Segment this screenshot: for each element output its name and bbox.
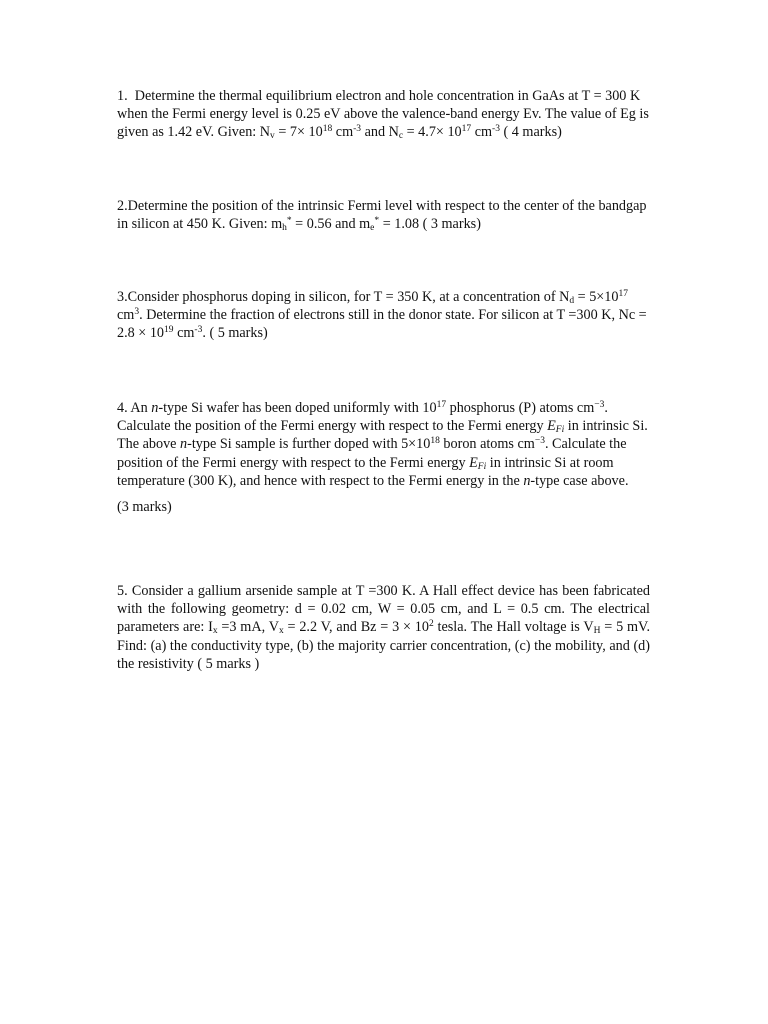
question-3 [117, 288, 650, 343]
superscript: 2 [428, 619, 434, 630]
question-number: 1. [117, 88, 128, 104]
italic-e: E [469, 454, 478, 471]
question-text: and N [361, 124, 399, 141]
superscript: 17 [618, 289, 628, 299]
question-marks: . ( 5 marks) [202, 325, 268, 342]
superscript: * [286, 216, 292, 227]
question-text: -type case above. [530, 472, 629, 489]
question-text: phosphorus (P) atoms cm [446, 400, 595, 416]
question-text: = 5×10 [574, 289, 619, 305]
subscript: h [282, 223, 287, 234]
question-text: in intrinsic Si at room temperature (300 K), and hence with respect to the Fermi energy in the [117, 454, 614, 489]
question-text: cm [332, 124, 354, 141]
question-text: = 4.7× 10 [403, 124, 462, 141]
question-number: 2. [117, 198, 128, 214]
question-marks: = 1.08 ( 3 marks) [379, 216, 481, 233]
question-text: = 7× 10 [274, 124, 323, 141]
subscript: v [270, 131, 275, 142]
superscript: 17 [436, 400, 447, 410]
subscript: e [370, 223, 375, 234]
superscript: −3 [594, 400, 605, 410]
question-text: =3 mA, V [217, 619, 279, 636]
superscript: 18 [322, 124, 333, 135]
superscript: 18 [430, 436, 440, 447]
subscript: Fi [477, 461, 487, 472]
question-marks: ( 4 marks) [499, 124, 562, 141]
question-text: . Determine the fraction of electrons still in the donor state. For silicon at T =300 K, Nc = 2.8 × 10 [117, 307, 647, 342]
question-text: Consider a gallium arsenide sample at T =300 K. A Hall effect device has been fabricated with the following geometry: d = 0.02 cm, W = 0.05 cm, and L = 0.5 cm. The electrical parameters are: I [117, 583, 650, 636]
subscript: c [398, 131, 404, 142]
subscript: Fi [555, 425, 565, 436]
superscript: * [374, 216, 380, 227]
question-text: Determine the position of the intrinsic Fermi level with respect to the center of the bandgap in silicon at 450 K. Given: m [117, 198, 647, 233]
question-text: -type Si wafer has been doped uniformly with 10 [158, 400, 437, 416]
superscript: 19 [164, 325, 174, 336]
question-text: boron atoms cm [439, 436, 535, 453]
question-text: . Calculate the position of the Fermi energy with respect to the Fermi energy [117, 436, 627, 471]
subscript: x [278, 626, 284, 637]
superscript: -3 [353, 124, 362, 135]
question-text: cm [471, 124, 493, 141]
question-text: Determine the thermal equilibrium electron and hole concentration in GaAs at T = 300 K when the Fermi energy level is 0.25 eV above the valence-band energy Ev. The value of Eg is given as 1.42 eV. Given: N [117, 88, 649, 141]
superscript: 17 [461, 124, 472, 135]
question-text: Consider phosphorus doping in silicon, for T = 350 K, at a concentration of N [127, 289, 570, 305]
superscript: -3 [492, 124, 500, 135]
italic-e: E [547, 418, 556, 435]
superscript: -3 [194, 325, 203, 336]
italic-n: n [180, 436, 188, 453]
question-number: 3. [117, 289, 128, 305]
subscript: d [569, 296, 575, 306]
question-1 [117, 87, 650, 142]
question-text: -type Si sample is further doped with 5×10 [187, 436, 431, 453]
question-text: = 5 mV. Find: (a) the conductivity type, (b) the majority carrier concentration, (c) the mobility, and (d) the resistivity ( 5 marks ) [117, 619, 650, 672]
question-2 [117, 197, 650, 233]
question-text: cm [117, 307, 135, 324]
question-text: An [127, 400, 152, 416]
question-5 [117, 582, 650, 673]
italic-n: n [151, 400, 159, 416]
question-number: 5. [117, 583, 128, 599]
question-text: = 2.2 V, and Bz = 3 × 10 [283, 619, 429, 636]
subscript: x [212, 626, 218, 637]
italic-n: n [523, 472, 531, 489]
subscript: H [593, 626, 601, 637]
question-text: tesla. The Hall voltage is V [433, 619, 594, 636]
question-text: in intrinsic Si. The above [117, 418, 648, 453]
question-number: 4. [117, 400, 128, 416]
question-4 [117, 399, 650, 490]
question-text: cm [173, 325, 195, 342]
superscript: −3 [534, 436, 545, 447]
question-text: = 0.56 and m [291, 216, 371, 233]
question-text: . Calculate the position of the Fermi energy with respect to the Fermi energy [117, 400, 608, 435]
question-4-marks: (3 marks) [117, 499, 172, 515]
superscript: 3 [134, 307, 140, 318]
